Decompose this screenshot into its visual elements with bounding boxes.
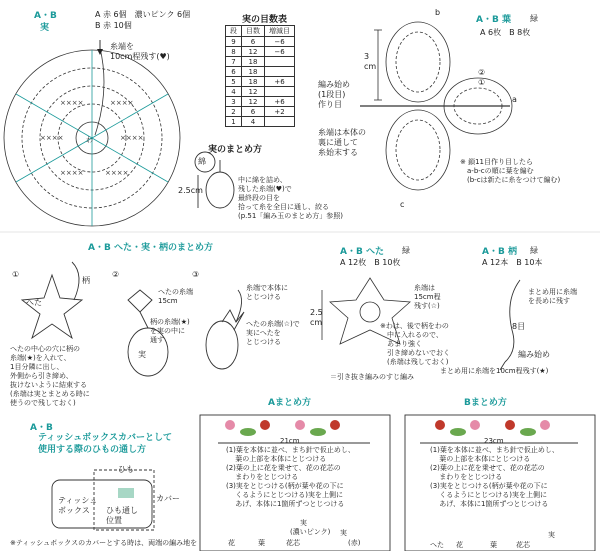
table-row: [226, 117, 295, 127]
table-cell: 3: [226, 97, 242, 107]
table-cell: 6: [242, 107, 265, 117]
table-cell: [265, 117, 295, 127]
table-cell: +2: [265, 107, 295, 117]
table-header-cell: 増減目: [265, 26, 295, 37]
calyx-legend: ＝引き抜き編みのすじ編み: [330, 373, 414, 381]
fruit-title: A・B: [34, 11, 57, 21]
stem-tail-bottom: まとめ用に糸端を10cm程残す(★): [440, 367, 549, 375]
calyx-counts: A 12枚 B 10枚: [340, 258, 401, 267]
tie-position-label: ひも通し 位置: [106, 506, 138, 525]
calyx-label: へた: [26, 298, 42, 307]
table-cell: 4: [226, 87, 242, 97]
calyx-title: A・B へた: [340, 247, 384, 257]
leaf-label-a: a: [512, 95, 517, 104]
table-cell: 12: [242, 97, 265, 107]
step-2-text: 柄の糸端(★) を実の中に 通す: [150, 318, 190, 344]
table-row: [226, 87, 295, 97]
stem-tail-top: まとめ用に糸端 を長めに残す: [528, 288, 577, 305]
leaf-counts: A 6枚 B 8枚: [480, 28, 531, 37]
leaf-start-label: 編み始め (1段目) 作り目: [318, 80, 350, 109]
cotton-label: 綿: [198, 157, 206, 166]
table-row: [226, 67, 295, 77]
assembly-a-label: (濃いピンク): [290, 528, 331, 536]
assembly-b-label: 実: [548, 531, 555, 539]
table-cell: 5: [226, 77, 242, 87]
fruit-size-label: 2.5cm: [178, 186, 203, 195]
table-cell: 8: [226, 47, 242, 57]
step-3-text: へたの糸端(☆)で 実にへたを とじつける: [246, 320, 300, 346]
step-1-text: へたの中心の穴に柄の 糸端(★)を入れて、 1目分隣に出し、 外側から引き締め、 抜けないように結束する (糸端は実とまとめる時に 使うので残しておく): [10, 345, 90, 407]
assembly-b-width: 23cm: [484, 437, 504, 445]
assembly-a-steps: (1)葉を本体に並べ、まち針で仮止めし、 葉の上部を本体にとじつける (2)葉の上に花を乗せて、花の花芯の まわりをとじつける (3)実をとじつける(柄が葉や花の下に くるようにとじつける)実を上側に あげ、本体に1箇所ずつとじつける: [226, 446, 355, 508]
leaf-note: ※ 鎖11目作り目したら a-b-cの順に葉を編む (b-cは新たに糸をつけて編む): [460, 158, 561, 184]
assembly-b-title: Bまとめ方: [464, 398, 507, 408]
row-count-table: [225, 25, 295, 127]
table-cell: −6: [265, 47, 295, 57]
stem-color: 緑: [530, 246, 538, 255]
table-row: [226, 37, 295, 47]
assembly-a-title: Aまとめ方: [268, 398, 311, 408]
assembly-b-decor: [435, 420, 550, 436]
table-cell: 18: [242, 67, 265, 77]
table-cell: 2: [226, 107, 242, 117]
stem-title: A・B 柄: [482, 247, 517, 257]
table-cell: [265, 87, 295, 97]
calyx-assembly-title: A・B へた・実・柄のまとめ方: [88, 243, 213, 253]
table-cell: +6: [265, 77, 295, 87]
fruit-subtitle: 実: [40, 23, 50, 33]
table-cell: 6: [242, 37, 265, 47]
assembly-b-label: 葉: [490, 541, 497, 549]
svg-text:××××: ××××: [60, 99, 84, 107]
step-3-marker: ③: [192, 270, 200, 279]
fruit-tail-note: 糸端を 10cm程残す(♥): [110, 42, 170, 61]
assembly-b-label: へた: [430, 541, 444, 549]
table-cell: 9: [226, 37, 242, 47]
table-row: [226, 77, 295, 87]
step-2-marker: ②: [112, 270, 120, 279]
leaf-title: A・B 葉: [476, 15, 511, 25]
stem-rows: 8目: [512, 322, 526, 331]
assembly-b-steps: (1)葉を本体に並べ、まち針で仮止めし、 葉の上部を本体にとじつける (2)葉の上に花を乗せて、花の花芯の まわりをとじつける (3)実をとじつける(柄が葉や花の下に くるようにとじつける)実を上側に あげ、本体に1箇所ずつとじつける: [430, 446, 559, 508]
step-3-attach-text: 糸端で本体に とじつける: [246, 284, 288, 301]
table-cell: [265, 57, 295, 67]
assembly-a-label: 花: [228, 539, 235, 547]
leaf-row-2: ②: [478, 68, 486, 77]
assembly-a-label: 葉: [258, 539, 265, 547]
table-cell: 4: [242, 117, 265, 127]
assembly-b-label: 花芯: [516, 541, 530, 549]
step-1-marker: ①: [12, 270, 20, 279]
table-cell: 6: [226, 67, 242, 77]
table-cell: 1: [226, 117, 242, 127]
table-cell: 7: [226, 57, 242, 67]
table-header-cell: 目数: [242, 26, 265, 37]
svg-text:××××: ××××: [40, 134, 64, 142]
fruit-finish-title: 実のまとめ方: [208, 145, 263, 155]
assembly-a-label: 花芯: [286, 539, 300, 547]
tissue-footer: ※ティッシュボックスのカバーとする時は、両端の編み地を: [10, 539, 198, 547]
table-row: [226, 107, 295, 117]
stem-label: 柄: [82, 276, 90, 285]
table-cell: 12: [242, 87, 265, 97]
fruit-color-a: A 赤 6個 濃いピンク 6個: [95, 10, 191, 19]
tissue-title: ティッシュボックスカバーとして 使用する際のひもの通し方: [38, 433, 173, 455]
table-header-row: [226, 26, 295, 37]
svg-text:××××: ××××: [105, 169, 129, 177]
step-2-tail-text: へたの糸端 15cm: [158, 288, 193, 305]
table-cell: +6: [265, 97, 295, 107]
box-label: ティッシュ ボックス: [58, 496, 98, 515]
assembly-a-label: 実: [300, 519, 307, 527]
table-cell: 18: [242, 77, 265, 87]
cover-label: カバー: [156, 494, 180, 503]
svg-text:××××: ××××: [120, 134, 144, 142]
table-cell: 18: [242, 57, 265, 67]
row-table-title: 実の目数表: [242, 15, 288, 25]
calyx-color: 緑: [402, 246, 410, 255]
svg-text:わ: わ: [86, 136, 93, 144]
svg-text:××××: ××××: [60, 169, 84, 177]
leaf-color: 緑: [530, 14, 538, 23]
calyx-size: 2.5 cm: [310, 308, 323, 327]
assembly-a-label: (赤): [348, 539, 361, 547]
leaf-label-b: b: [435, 8, 441, 17]
assembly-a-decor: [225, 420, 340, 436]
table-row: [226, 47, 295, 57]
table-cell: 12: [242, 47, 265, 57]
calyx-tail-note: 糸端は 15cm程 残す(☆): [414, 284, 441, 310]
svg-text:××××: ××××: [110, 99, 134, 107]
assembly-a-label: 実: [340, 529, 347, 537]
fruit-color-b: B 赤 10個: [95, 21, 132, 30]
table-cell: −6: [265, 37, 295, 47]
tie-label: ひも: [118, 465, 134, 474]
table-row: [226, 97, 295, 107]
table-header-cell: 段: [226, 26, 242, 37]
tissue-header: A・B: [30, 423, 53, 433]
stem-counts: A 12本 B 10本: [482, 258, 543, 267]
leaf-label-c: c: [400, 200, 405, 209]
leaf-hide-label: 糸端は本体の 裏に通して 糸始末する: [318, 128, 366, 157]
leaf-height: 3 cm: [364, 52, 377, 71]
calyx-note: ※わは、後で柄をわの 中に入れるので、 あまり強く 引き締めないでおく (糸端は残しておく): [380, 322, 450, 366]
table-cell: [265, 67, 295, 77]
assembly-a-width: 21cm: [280, 437, 300, 445]
fruit-finish-text: 中に綿を詰め、 残した糸端(♥)で 最終段の目を 拾って糸を全目に通し、絞る (p.51「編み玉のまとめ方」参照): [238, 176, 344, 220]
fruit-label: 実: [138, 350, 146, 359]
stem-start: 編み始め: [518, 350, 550, 359]
table-row: [226, 57, 295, 67]
leaf-row-1: ①: [478, 78, 486, 87]
assembly-b-label: 花: [456, 541, 463, 549]
